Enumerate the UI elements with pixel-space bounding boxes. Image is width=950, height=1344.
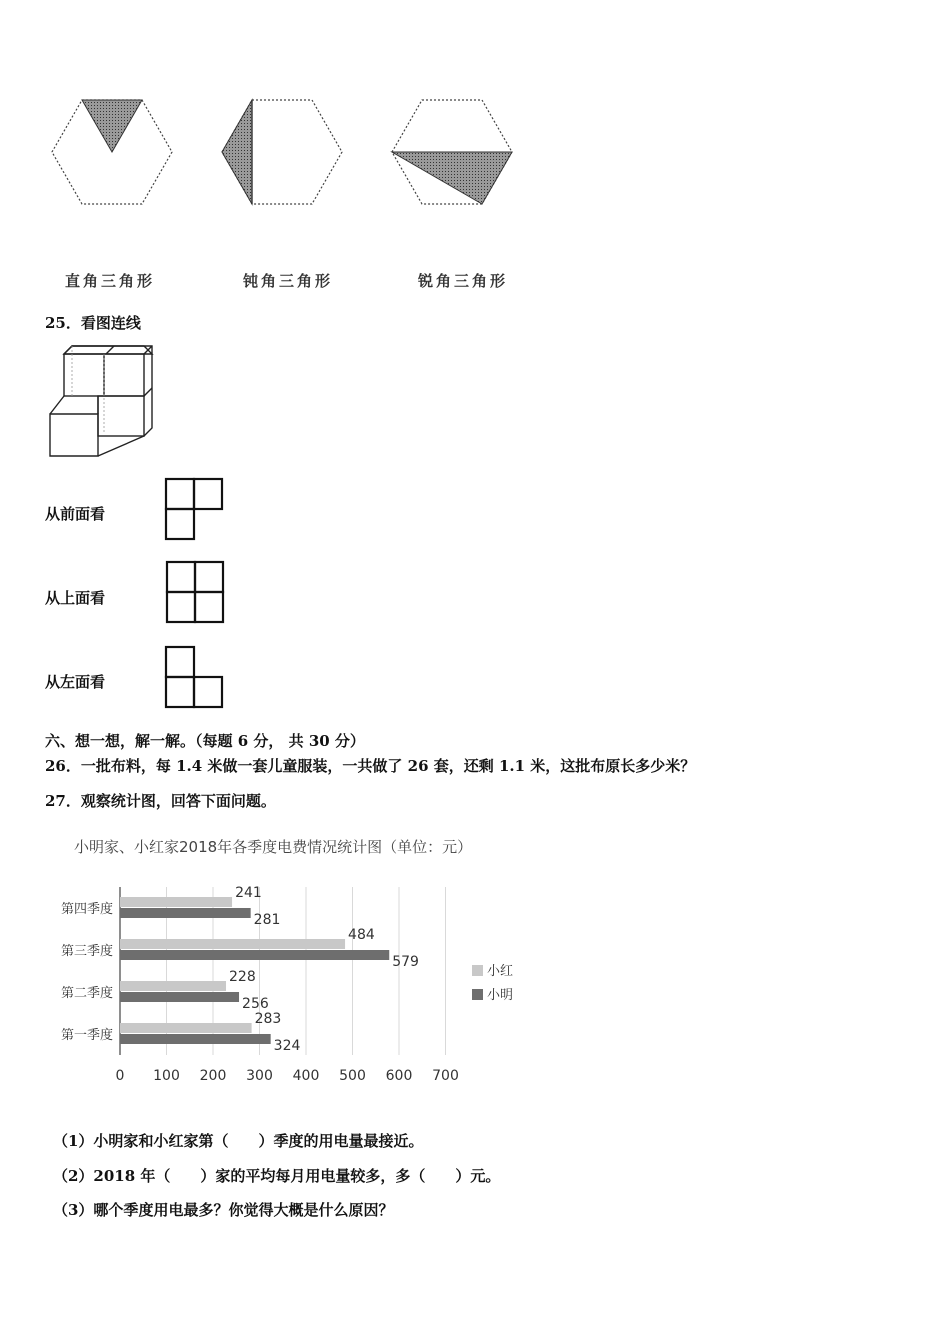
legend-label: 小明 xyxy=(487,988,514,1003)
q27-sub3: （3）哪个季度用电最多？你觉得大概是什么原因？ xyxy=(53,1201,394,1219)
hexagon-acute-triangle xyxy=(392,100,512,204)
data-label: 324 xyxy=(273,1038,301,1054)
bar-xiaohong xyxy=(120,939,345,949)
view-option-2[interactable] xyxy=(163,559,229,627)
legend-swatch xyxy=(472,965,483,976)
x-tick-label: 300 xyxy=(246,1068,273,1084)
bar-xiaohong xyxy=(120,981,226,991)
bar-xiaohong xyxy=(120,1023,252,1033)
section6-title: 六、想一想，解一解。（每题 6 分， 共 30 分） xyxy=(45,732,365,750)
view-option-3[interactable] xyxy=(163,644,227,712)
view-label-top: 从上面看 xyxy=(45,589,106,607)
x-tick-label: 200 xyxy=(199,1068,227,1084)
category-label: 第一季度 xyxy=(60,1028,113,1043)
view-label-front: 从前面看 xyxy=(45,505,106,523)
q26-text: 26．一批布料，每 1.4 米做一套儿童服装，一共做了 26 套，还剩 1.1 米，这批布原长多少米？ xyxy=(45,757,696,775)
hexagon-right-triangle xyxy=(52,100,172,204)
chart-title: 小明家、小红家2018年各季度电费情况统计图（单位：元） xyxy=(74,838,473,856)
bar-xiaoming xyxy=(120,992,239,1002)
q27-title: 27．观察统计图，回答下面问题。 xyxy=(45,792,276,810)
x-tick-label: 700 xyxy=(432,1068,459,1084)
label-obtuse-triangle: 钝角三角形 xyxy=(243,272,334,290)
data-label: 256 xyxy=(242,996,269,1012)
label-right-triangle: 直角三角形 xyxy=(65,272,156,290)
bar-xiaoming xyxy=(120,1034,271,1044)
bar-chart xyxy=(40,875,560,1095)
x-tick-label: 500 xyxy=(339,1068,366,1084)
data-label: 579 xyxy=(392,954,419,970)
data-label: 283 xyxy=(254,1011,282,1027)
data-label: 281 xyxy=(253,912,281,928)
category-label: 第四季度 xyxy=(60,902,113,917)
data-label: 228 xyxy=(229,969,256,985)
x-tick-label: 400 xyxy=(292,1068,320,1084)
data-label: 484 xyxy=(348,927,375,943)
bar-xiaoming xyxy=(120,950,389,960)
x-tick-label: 100 xyxy=(153,1068,180,1084)
legend-label: 小红 xyxy=(487,964,514,979)
legend-swatch xyxy=(472,989,483,1000)
cube-figure xyxy=(44,342,160,462)
bar-xiaohong xyxy=(120,897,232,907)
x-tick-label: 600 xyxy=(385,1068,413,1084)
label-acute-triangle: 锐角三角形 xyxy=(418,272,509,290)
bar-xiaoming xyxy=(120,908,251,918)
hexagon-figures xyxy=(40,90,530,215)
category-label: 第三季度 xyxy=(60,944,113,959)
q27-sub1: （1）小明家和小红家第（ ）季度的用电量最接近。 xyxy=(53,1132,424,1150)
view-option-1[interactable] xyxy=(163,476,227,544)
data-label: 241 xyxy=(235,885,262,901)
q25-title: 25．看图连线 xyxy=(45,314,141,332)
hexagon-obtuse-triangle xyxy=(222,100,342,204)
x-tick-label: 0 xyxy=(115,1068,125,1084)
q27-sub2: （2）2018 年（ ）家的平均每月用电量较多，多（ ）元。 xyxy=(53,1167,501,1185)
category-label: 第二季度 xyxy=(60,986,113,1001)
view-label-left: 从左面看 xyxy=(45,673,106,691)
